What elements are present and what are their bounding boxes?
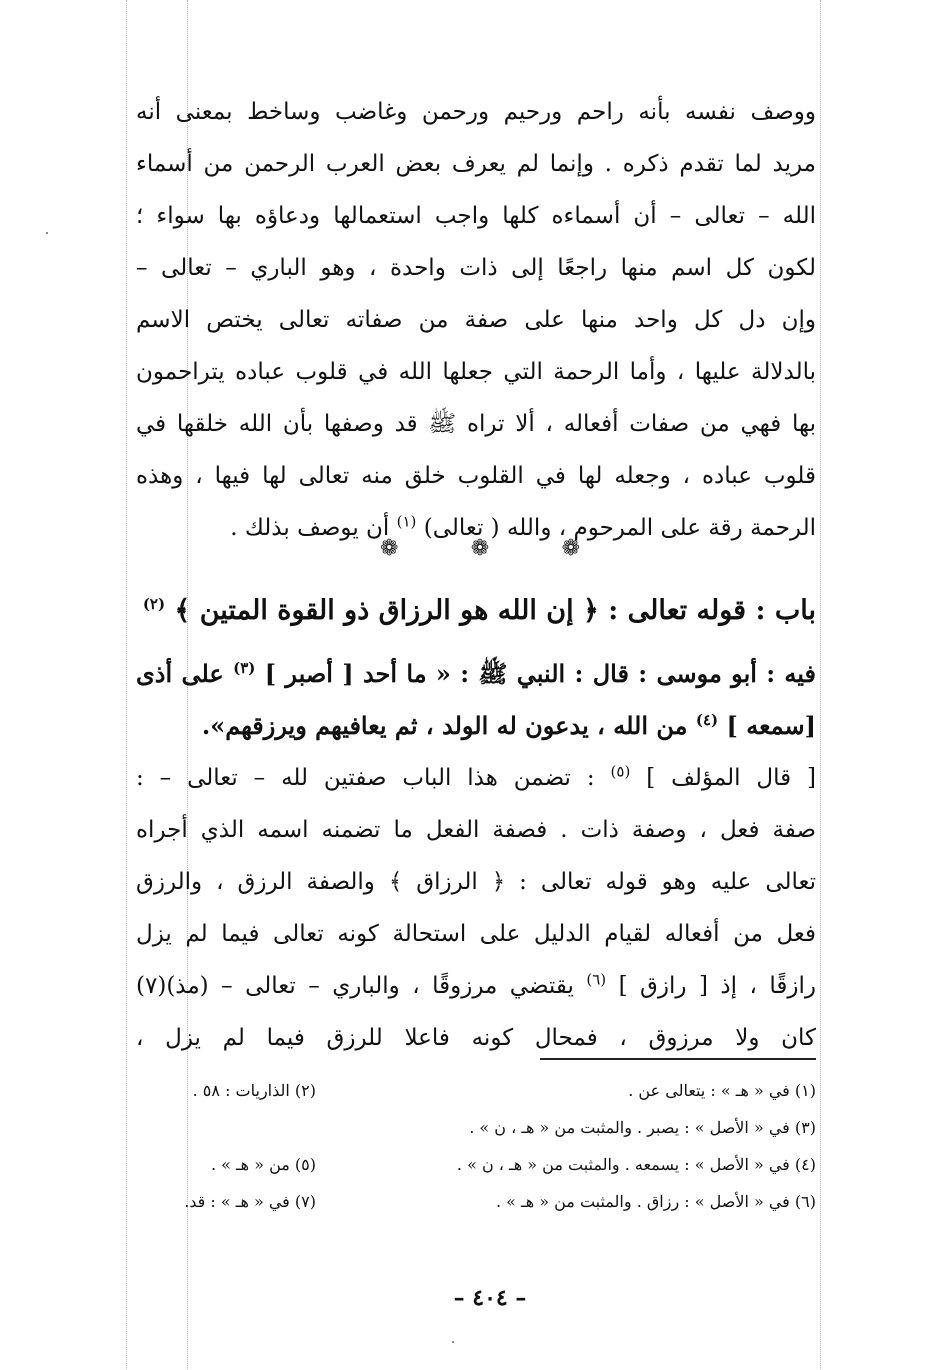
- footnote-marker: (٢): [142, 595, 166, 613]
- footnote-marker: (٦): [586, 970, 607, 989]
- text-line: كان ولا مرزوق ، فمحال كونه فاعلا للرزق فيما لم يزل ،: [136, 1025, 816, 1051]
- footnote-row: [136, 1072, 816, 1109]
- paragraph-commentary: [136, 752, 816, 1064]
- scan-artifact-line: [126, 0, 127, 1370]
- chapter-title: باب : قوله تعالى : ﴿ إن الله هو الرزاق ذو القوة المتين ﴾: [174, 595, 816, 626]
- footnote-5: (٥) من « هـ » .: [210, 1155, 316, 1174]
- footnote-2: (٢) الذاريات : ٥٨ .: [192, 1081, 316, 1100]
- chapter-heading: [136, 585, 816, 637]
- text-segment: رازقًا ، إذ [ رازق ]: [618, 973, 816, 999]
- text-line: بها فهي من صفات أفعاله ، ألا تراه ﷺ قد وصفها بأن الله خلقها في: [136, 411, 816, 437]
- text-line: مريد لما تقدم ذكره . وإنما لم يعرف بعض العرب الرحمن من أسماء: [136, 151, 816, 177]
- text-line: تعالى عليه وهو قوله تعالى : ﴿ الرزاق ﴾ والصفة الرزق ، والرزق: [136, 869, 816, 895]
- text-line: الله – تعالى – أن أسماءه كلها واجب استعمالها ودعاؤه بها سواء ؛: [136, 203, 816, 229]
- footnote-1: (١) في « هـ » : يتعالى عن .: [628, 1081, 816, 1100]
- scan-speck: [452, 1341, 454, 1343]
- text-segment: [ قال المؤلف ]: [646, 765, 816, 791]
- text-line: ووصف نفسه بأنه راحم ورحيم ورحمن وغاضب وساخط بمعنى أنه: [136, 99, 816, 125]
- scan-artifact-line: [820, 0, 821, 1370]
- footnote-marker: (٤): [695, 711, 719, 729]
- footnotes: [136, 1072, 816, 1220]
- text-line: [136, 752, 816, 804]
- section-separator: [380, 533, 580, 563]
- text-line: وإن دل كل واحد منها على صفة من صفاته تعالى يختص الاسم: [136, 307, 816, 333]
- star-ornament-icon: ❁: [380, 535, 399, 561]
- footnote-marker: (١): [396, 512, 417, 531]
- footnote-separator: [540, 1058, 816, 1060]
- text-line: [136, 960, 816, 1012]
- text-segment: من الله ، يدعون له الولد ، ثم يعافيهم ويرزقهم».: [201, 711, 688, 740]
- footnote-marker: (٥): [610, 762, 631, 781]
- page-number: – ٤٠٤ –: [453, 1285, 527, 1311]
- footnote-row: [136, 1183, 816, 1220]
- text-line: فعل من أفعاله لقيام الدليل على استحالة كونه تعالى فيما لم يزل: [136, 921, 816, 947]
- hadith-text: [136, 648, 816, 752]
- scan-speck: [46, 232, 48, 234]
- footnote-4: (٤) في « الأصل » : يسمعه . والمثبت من « هـ ، ن » .: [456, 1155, 816, 1174]
- footnote-marker: (٣): [233, 659, 256, 677]
- text-segment: أن يوصف بذلك .: [230, 515, 390, 541]
- text-line: صفة فعل ، وصفة ذات . فصفة الفعل ما تضمنه اسمه الذي أجراه: [136, 817, 816, 843]
- footnote-row: [136, 1109, 816, 1146]
- footnote-3: (٣) في « الأصل » : يصبر . والمثبت من « هـ ، ن » .: [469, 1118, 816, 1137]
- text-segment: [سمعه ]: [726, 711, 816, 740]
- footnote-7: (٧) في « هـ » : قد.: [184, 1192, 316, 1211]
- text-line: لكون كل اسم منها راجعًا إلى ذات واحدة ، وهو الباري – تعالى –: [136, 255, 816, 281]
- footnote-6: (٦) في « الأصل » : رزاق . والمثبت من « هـ » .: [495, 1192, 816, 1211]
- star-ornament-icon: ❁: [470, 535, 490, 561]
- text-line: [136, 700, 816, 752]
- text-segment: الرحمة رقة على المرحوم ، والله ( تعالى): [423, 515, 816, 541]
- text-segment: : تضمن هذا الباب صفتين لله – تعالى – :: [136, 765, 595, 791]
- text-line: [136, 648, 816, 700]
- footnote-row: [136, 1146, 816, 1183]
- text-segment: على أذى: [136, 659, 224, 688]
- text-line: بالدلالة عليها ، وأما الرحمة التي جعلها الله في قلوب عباده يتراحمون: [136, 359, 816, 385]
- text-segment: فيه : أبو موسى : قال : النبي ﷺ : « ما أحد [ أصبر ]: [264, 659, 816, 688]
- text-segment: يقتضي مرزوقًا ، والباري – تعالى – (مذ)(٧): [136, 973, 574, 999]
- star-ornament-icon: ❁: [561, 535, 580, 561]
- paragraph-intro: [136, 86, 816, 554]
- text-line: قلوب عباده ، وجعله لها في القلوب خلق منه تعالى لها فيها ، وهذه: [136, 463, 816, 489]
